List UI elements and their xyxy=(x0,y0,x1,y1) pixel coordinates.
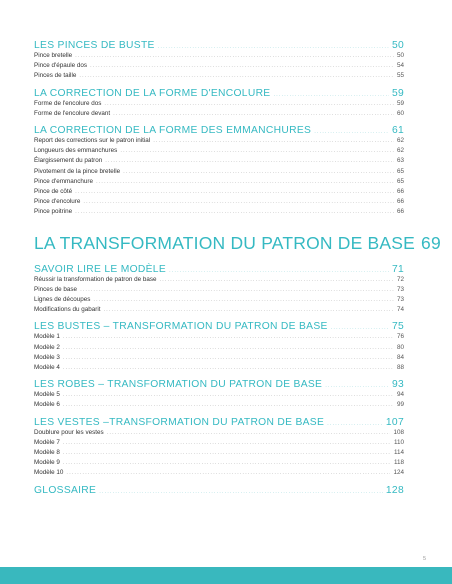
entry-page: 72 xyxy=(396,275,404,283)
entry-page: 118 xyxy=(393,459,404,467)
toc-entry[interactable] xyxy=(34,167,404,177)
dot-leader xyxy=(104,305,394,315)
section-page: 93 xyxy=(391,379,404,391)
entry-page: 66 xyxy=(396,198,404,206)
dot-leader xyxy=(96,177,394,187)
toc-entry[interactable] xyxy=(34,353,404,363)
dot-leader xyxy=(325,383,389,389)
section-page: 128 xyxy=(385,484,404,496)
entry-label: Modèle 1 xyxy=(34,333,60,341)
section-title: LES PINCES DE BUSTE xyxy=(34,40,155,51)
section-page: 71 xyxy=(391,263,404,275)
toc-entry[interactable] xyxy=(34,305,404,315)
section-page: 59 xyxy=(391,87,404,99)
entry-page: 74 xyxy=(396,306,404,314)
entry-label: Lignes de découpes xyxy=(34,296,91,304)
entry-page: 62 xyxy=(396,137,404,145)
entry-label: Forme de l'encolure devant xyxy=(34,109,111,117)
entry-label: Modèle 5 xyxy=(34,391,60,399)
dot-leader xyxy=(113,109,394,119)
dot-leader xyxy=(331,325,389,331)
section-title: LES ROBES – TRANSFORMATION DU PATRON DE BASE xyxy=(34,379,323,391)
toc-entry[interactable] xyxy=(34,197,404,207)
table-of-contents xyxy=(34,40,441,496)
dot-leader xyxy=(63,448,391,458)
dot-leader xyxy=(66,468,390,478)
dot-leader xyxy=(93,295,394,305)
toc-entry[interactable] xyxy=(34,295,404,305)
toc-entry[interactable] xyxy=(34,136,404,146)
dot-leader xyxy=(123,167,394,177)
footer-bar xyxy=(0,567,452,584)
dot-leader xyxy=(63,438,391,448)
dot-leader xyxy=(273,92,388,98)
entry-label: Modèle 4 xyxy=(34,364,60,372)
entry-page: 62 xyxy=(396,147,404,155)
entry-label: Pince d'épaule dos xyxy=(34,62,88,70)
entry-label: Pince bretelle xyxy=(34,52,73,59)
entry-label: Report des corrections sur le patron initial xyxy=(34,137,151,145)
entry-page: 84 xyxy=(396,353,404,361)
entry-label: Modèle 8 xyxy=(34,449,60,457)
toc-section-heading[interactable] xyxy=(34,40,404,51)
dot-leader xyxy=(327,421,383,427)
entry-page: 80 xyxy=(396,343,404,351)
entry-label: Pince de côté xyxy=(34,188,73,196)
entry-label: Forme de l'encolure dos xyxy=(34,99,102,107)
entry-page: 88 xyxy=(396,364,404,372)
dot-leader xyxy=(63,400,394,410)
entry-label: Modifications du gabarit xyxy=(34,306,101,314)
toc-entry[interactable] xyxy=(34,177,404,187)
entry-label: Modèle 9 xyxy=(34,459,60,467)
toc-section-heading[interactable] xyxy=(34,379,404,390)
entry-page: 73 xyxy=(396,285,404,293)
toc-entry[interactable] xyxy=(34,61,404,71)
entry-page: 50 xyxy=(396,52,404,59)
entry-label: Pince d'emmanchure xyxy=(34,177,93,185)
chapter-page: 69 xyxy=(421,232,441,253)
toc-entry[interactable] xyxy=(34,71,404,81)
dot-leader xyxy=(120,146,394,156)
toc-entry[interactable] xyxy=(34,275,404,285)
section-title: GLOSSAIRE xyxy=(34,484,97,496)
entry-page: 76 xyxy=(396,333,404,341)
toc-entry[interactable] xyxy=(34,400,404,410)
toc-entry[interactable] xyxy=(34,458,404,468)
toc-part-2 xyxy=(34,264,404,496)
dot-leader xyxy=(105,156,394,166)
section-title: LA CORRECTION DE LA FORME D'ENCOLURE xyxy=(34,87,271,99)
toc-entry[interactable] xyxy=(34,207,404,217)
dot-leader xyxy=(63,458,391,468)
entry-page: 65 xyxy=(396,167,404,175)
toc-entry[interactable] xyxy=(34,343,404,353)
section-page: 75 xyxy=(391,321,404,333)
entry-page: 99 xyxy=(396,401,404,409)
toc-entry[interactable] xyxy=(34,285,404,295)
toc-entry[interactable] xyxy=(34,187,404,197)
entry-page: 108 xyxy=(393,428,404,436)
entry-page: 73 xyxy=(396,296,404,304)
dot-leader xyxy=(79,71,394,81)
toc-entry[interactable] xyxy=(34,438,404,448)
section-title: LA CORRECTION DE LA FORME DES EMMANCHURES xyxy=(34,125,312,137)
entry-label: Pince d'encolure xyxy=(34,198,81,206)
entry-label: Modèle 7 xyxy=(34,438,60,446)
entry-page: 110 xyxy=(393,438,404,446)
section-page: 61 xyxy=(391,125,404,137)
entry-label: Modèle 3 xyxy=(34,353,60,361)
entry-label: Modèle 10 xyxy=(34,469,64,477)
page-number: 5 xyxy=(422,556,426,562)
toc-entry[interactable] xyxy=(34,109,404,119)
dot-leader xyxy=(90,61,394,71)
dot-leader xyxy=(107,428,391,438)
dot-leader xyxy=(63,353,394,363)
dot-leader xyxy=(80,285,394,295)
entry-page: 66 xyxy=(396,208,404,216)
entry-label: Modèle 2 xyxy=(34,343,60,351)
dot-leader xyxy=(104,99,394,109)
dot-leader xyxy=(63,332,394,342)
entry-page: 63 xyxy=(396,157,404,165)
entry-label: Longueurs des emmanchures xyxy=(34,147,118,155)
dot-leader xyxy=(153,136,394,146)
dot-leader xyxy=(63,363,394,373)
toc-entry[interactable] xyxy=(34,428,404,438)
dot-leader xyxy=(75,51,394,61)
entry-label: Élargissement du patron xyxy=(34,157,103,165)
toc-entry[interactable] xyxy=(34,99,404,109)
toc-section-heading[interactable] xyxy=(34,88,404,99)
toc-section-heading[interactable] xyxy=(34,321,404,332)
section-page: 50 xyxy=(391,40,404,51)
entry-page: 60 xyxy=(396,109,404,117)
toc-entry[interactable] xyxy=(34,468,404,478)
dot-leader xyxy=(160,275,394,285)
dot-leader xyxy=(63,343,394,353)
entry-label: Réussir la transformation de patron de base xyxy=(34,275,157,283)
dot-leader xyxy=(169,268,389,274)
entry-label: Modèle 6 xyxy=(34,401,60,409)
toc-section-heading[interactable] xyxy=(34,125,404,136)
toc-entry[interactable] xyxy=(34,363,404,373)
dot-leader xyxy=(63,390,394,400)
dot-leader xyxy=(75,207,394,217)
toc-section-heading[interactable] xyxy=(34,264,404,275)
entry-label: Doublure pour les vestes xyxy=(34,428,104,436)
entry-label: Pinces de base xyxy=(34,285,78,293)
dot-leader xyxy=(75,187,394,197)
section-title: LES VESTES –TRANSFORMATION DU PATRON DE BASE xyxy=(34,416,325,428)
dot-leader xyxy=(99,489,383,495)
toc-section-heading[interactable] xyxy=(34,485,404,496)
section-title: SAVOIR LIRE LE MODÈLE xyxy=(34,263,166,275)
toc-entry[interactable] xyxy=(34,448,404,458)
entry-page: 54 xyxy=(396,62,404,70)
toc-section-heading[interactable] xyxy=(34,417,404,428)
toc-entry[interactable] xyxy=(34,390,404,400)
entry-page: 124 xyxy=(393,469,404,477)
entry-page: 66 xyxy=(396,188,404,196)
section-title: LES BUSTES – TRANSFORMATION DU PATRON DE BASE xyxy=(34,321,328,333)
toc-entry[interactable] xyxy=(34,51,404,61)
dot-leader xyxy=(83,197,394,207)
toc-entry[interactable] xyxy=(34,156,404,166)
dot-leader xyxy=(314,129,389,135)
entry-page: 114 xyxy=(393,449,404,457)
chapter-title: LA TRANSFORMATION DU PATRON DE BASE xyxy=(34,232,416,253)
chapter-heading[interactable] xyxy=(34,232,441,258)
entry-page: 65 xyxy=(396,177,404,185)
entry-label: Pince poitrine xyxy=(34,208,73,216)
entry-page: 59 xyxy=(396,99,404,107)
section-page: 107 xyxy=(385,416,404,428)
entry-label: Pivotement de la pince bretelle xyxy=(34,167,121,175)
toc-entry[interactable] xyxy=(34,332,404,342)
entry-page: 94 xyxy=(396,391,404,399)
dot-leader xyxy=(158,44,389,50)
entry-label: Pinces de taille xyxy=(34,72,77,80)
toc-entry[interactable] xyxy=(34,146,404,156)
entry-page: 55 xyxy=(396,72,404,80)
toc-part-1 xyxy=(34,40,404,218)
